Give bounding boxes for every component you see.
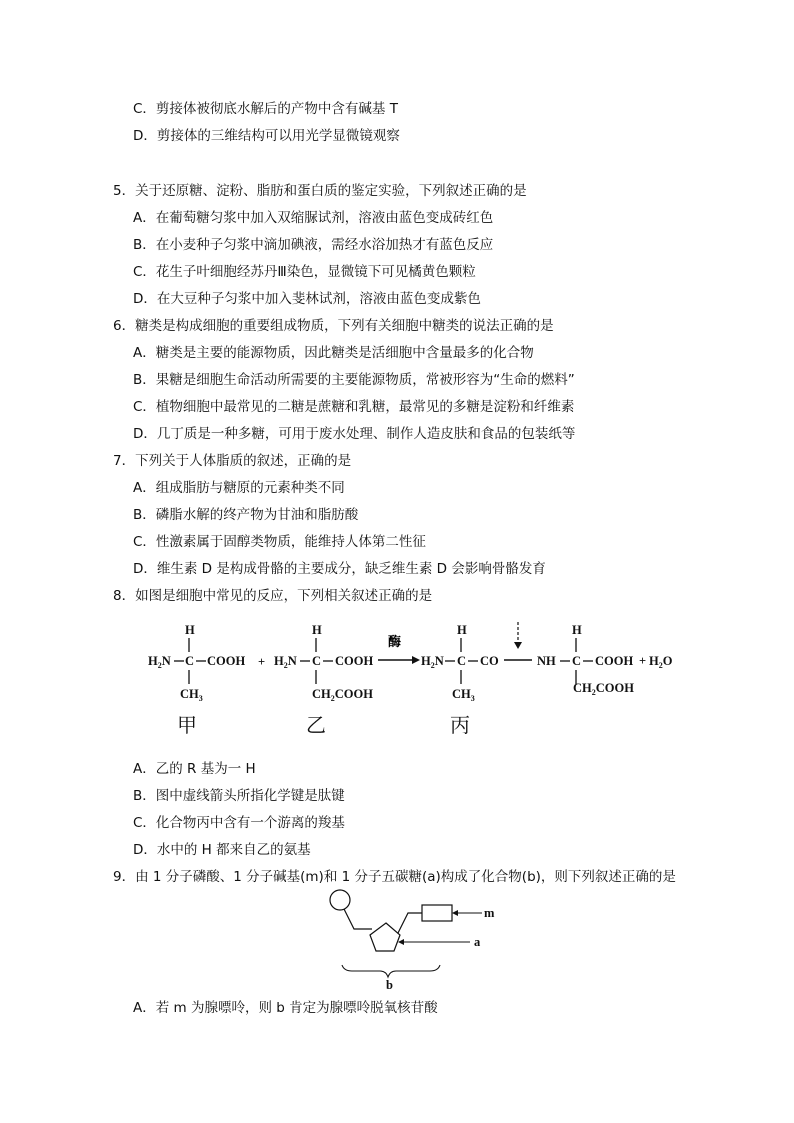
svg-text:C: C [572, 654, 582, 668]
svg-text:C: C [312, 654, 322, 668]
bing-h2: H [572, 623, 582, 637]
q7-option-c: C．性激素属于固醇类物质，能维持人体第二性征 [133, 534, 426, 550]
reaction-formula [140, 620, 700, 740]
q6-stem: 6．糖类是构成细胞的重要组成物质，下列有关细胞中糖类的说法正确的是 [113, 318, 554, 334]
q8-option-d: D．水中的 H 都来自乙的氨基 [133, 842, 311, 858]
q6-option-d: D．几丁质是一种多糖，可用于废水处理、制作人造皮肤和食品的包装纸等 [133, 426, 576, 442]
q7-option-d: D．维生素 D 是构成骨骼的主要成分，缺乏维生素 D 会影响骨骼发育 [133, 561, 546, 577]
dashed-arrow-head [514, 642, 522, 649]
q8-option-a: A．乙的 R 基为一 H [133, 761, 256, 777]
jia-amino: $H_2N$ [148, 654, 171, 670]
jia-h: H [185, 623, 195, 637]
q5-option-d: D．在大豆种子匀浆中加入斐林试剂，溶液由蓝色变成紫色 [133, 291, 481, 307]
yi-carboxyl: COOH [335, 654, 374, 668]
q4-option-d: D．剪接体的三维结构可以用光学显微镜观察 [133, 128, 400, 144]
q7-option-a: A．组成脂肪与糖原的元素种类不同 [133, 480, 345, 496]
q7-stem: 7．下列关于人体脂质的叙述，正确的是 [113, 453, 352, 469]
yi-h: H [312, 623, 322, 637]
phosphate-circle [330, 890, 350, 910]
jia-carboxyl: COOH [207, 654, 246, 668]
label-bing: 丙 [450, 713, 470, 737]
q5-option-b: B．在小麦种子匀浆中滴加碘液，需经水浴加热才有蓝色反应 [133, 237, 494, 253]
q9-option-a: A．若 m 为腺嘌呤，则 b 肯定为腺嘌呤脱氧核苷酸 [133, 1000, 438, 1016]
bing-h: H [457, 623, 467, 637]
q5-option-a: A．在葡萄糖匀浆中加入双缩脲试剂，溶液由蓝色变成砖红色 [133, 210, 494, 226]
label-jia: 甲 [177, 713, 197, 737]
q6-option-c: C．植物细胞中最常见的二糖是蔗糖和乳糖，最常见的多糖是淀粉和纤维素 [133, 399, 575, 415]
q6-option-b: B．果糖是细胞生命活动所需要的主要能源物质，常被形容为“生命的燃料” [133, 372, 575, 388]
q6-option-a: A．糖类是主要的能源物质，因此糖类是活细胞中含量最多的化合物 [133, 345, 534, 361]
bing-nh: NH [537, 654, 556, 668]
q5-stem: 5．关于还原糖、淀粉、脂肪和蛋白质的鉴定实验，下列叙述正确的是 [113, 183, 527, 199]
enzyme-label: 酶 [388, 635, 402, 650]
label-a: a [474, 935, 481, 949]
brace [342, 965, 440, 977]
base-rect [422, 905, 452, 921]
bing-carboxyl: COOH [595, 654, 634, 668]
q8-option-b: B．图中虚线箭头所指化学键是肽键 [133, 788, 345, 804]
jia-methyl: $CH_3$ [180, 687, 203, 703]
label-m: m [484, 906, 495, 920]
q8-stem: 8．如图是细胞中常见的反应，下列相关叙述正确的是 [113, 588, 433, 604]
bing-amino: $H_2N$ [421, 654, 444, 670]
svg-text:C: C [185, 654, 195, 668]
bing-r-group: $CH_2COOH$ [573, 681, 634, 697]
pentose-pentagon [370, 923, 400, 951]
svg-text:C: C [457, 654, 467, 668]
q5-option-c: C．花生子叶细胞经苏丹Ⅲ染色，显微镜下可见橘黄色颗粒 [133, 264, 476, 280]
nucleotide-diagram [320, 885, 500, 993]
q8-option-c: C．化合物丙中含有一个游离的羧基 [133, 815, 345, 831]
q7-option-b: B．磷脂水解的终产物为甘油和脂肪酸 [133, 507, 359, 523]
yi-amino: $H_2N$ [274, 654, 297, 670]
q4-option-c: C．剪接体被彻底水解后的产物中含有碱基 T [133, 101, 398, 117]
label-yi: 乙 [306, 713, 326, 737]
svg-text:+: + [639, 654, 647, 668]
plus-sign: + [258, 655, 266, 669]
water: $H_2O$ [649, 654, 673, 670]
bing-carbonyl: CO [480, 654, 499, 668]
reaction-arrow-head [412, 656, 420, 664]
label-b: b [386, 978, 393, 992]
yi-r-group: $CH_2COOH$ [312, 687, 373, 703]
q9-stem: 9．由 1 分子磷酸、1 分子碱基(m)和 1 分子五碳糖(a)构成了化合物(b)，则下列叙述正确的是 [113, 869, 676, 885]
bing-methyl: $CH_3$ [452, 687, 475, 703]
